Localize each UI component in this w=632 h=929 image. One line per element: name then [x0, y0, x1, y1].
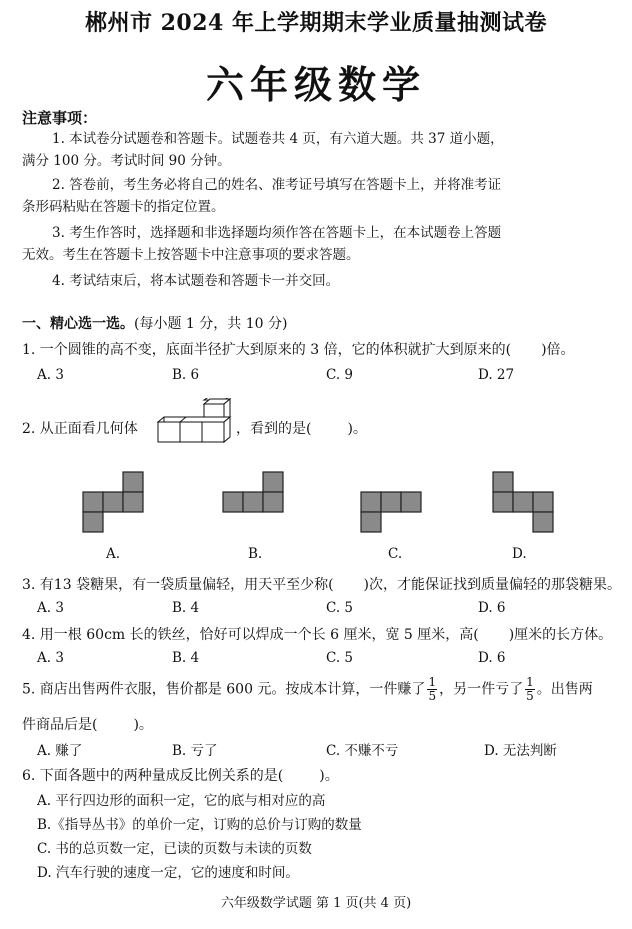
option-c: C. 书的总页数一定，已读的页数与未读的页数 — [37, 841, 312, 857]
note-line: 条形码粘贴在答题卡的指定位置。 — [22, 199, 225, 215]
note-line: 2. 答卷前，考生务必将自己的姓名、准考证号填写在答题卡上，并将准考证 — [52, 177, 502, 193]
section-title: 一、精心选一选。 — [22, 316, 134, 332]
question-1 — [22, 339, 575, 359]
question-text: 5. 商店出售两件衣服，售价都是 600 元。按成本计算，一件赚了 — [22, 681, 426, 698]
option-c: C. 5 — [326, 650, 354, 666]
section-score-note: (每小题 1 分，共 10 分) — [134, 316, 288, 332]
option-d-figure — [488, 470, 556, 536]
question-text: 4. 用一根 60cm 长的铁丝，恰好可以焊成一个长 6 厘米，宽 5 厘米，高( — [22, 627, 479, 643]
question-text: 6. 下面各题中的两种量成反比例关系的是( — [22, 768, 284, 784]
option-b: B. 6 — [172, 367, 200, 383]
exam-title: 郴州市 2024 年上学期期末学业质量抽测试卷 — [84, 10, 548, 36]
fraction: $\frac{1}{5}$ — [428, 675, 437, 703]
section-heading — [22, 313, 287, 333]
note-line: 无效。考生在答题卡上按答题卡中注意事项的要求答题。 — [22, 247, 360, 263]
option-d: D. 27 — [478, 367, 515, 383]
note-line: 1. 本试卷分试题卷和答题卡。试题卷共 4 页，有六道大题。共 37 道小题， — [52, 131, 504, 147]
option-c: C. 不赚不亏 — [326, 743, 399, 759]
option-c: C. 9 — [326, 367, 354, 383]
option-a: A. 平行四边形的面积一定，它的底与相对应的高 — [37, 793, 326, 809]
option-a: A. 3 — [37, 367, 64, 383]
option-b: B. 4 — [172, 650, 200, 666]
option-d-label: D. — [512, 546, 527, 562]
question-text: )厘米的长方体。 — [508, 627, 613, 643]
option-c-label: C. — [388, 546, 403, 562]
option-b: B. 亏了 — [172, 743, 218, 759]
fraction: $\frac{1}{5}$ — [526, 675, 534, 703]
option-a: A. 3 — [37, 650, 64, 666]
option-d: D. 无法判断 — [484, 743, 557, 759]
question-2 — [236, 418, 367, 438]
question-text: )倍。 — [541, 342, 575, 358]
question-text: )次，才能保证找到质量偏轻的那袋糖果。 — [363, 577, 622, 593]
exam-subject: 六年级数学 — [205, 62, 426, 107]
option-d: D. 汽车行驶的速度一定，它的速度和时间。 — [37, 865, 299, 881]
question-text: ，另一件亏了 — [439, 681, 524, 698]
solid-figure-image — [150, 398, 234, 444]
question-text: )。 — [319, 768, 339, 784]
question-6 — [22, 765, 339, 785]
question-5-line-2 — [22, 714, 153, 734]
option-a: A. 赚了 — [37, 743, 83, 759]
question-text: 1. 一个圆锥的高不变，底面半径扩大到原来的 3 倍，它的体积就扩大到原来的( — [22, 342, 512, 358]
page-footer: 六年级数学试题 第 1 页(共 4 页) — [220, 896, 412, 911]
option-b: B.《指导丛书》的单价一定，订购的总价与订购的数量 — [37, 817, 362, 833]
notes-heading: 注意事项： — [22, 109, 98, 127]
option-a-label: A. — [106, 546, 121, 562]
note-line: 4. 考试结束后，将本试题卷和答题卡一并交回。 — [52, 273, 340, 289]
question-2-text-a: 2. 从正面看几何体 — [22, 421, 138, 437]
question-text: )。 — [347, 421, 367, 437]
note-line: 满分 100 分。考试时间 90 分钟。 — [22, 153, 231, 169]
question-text: 。出售两 — [536, 681, 593, 698]
note-line: 3. 考生作答时，选择题和非选择题均须作答在答题卡上，在本试题卷上答题 — [52, 225, 502, 241]
option-c: C. 5 — [326, 600, 354, 616]
option-d: D. 6 — [478, 600, 506, 616]
option-b-label: B. — [248, 546, 263, 562]
question-text: )。 — [133, 717, 153, 733]
question-text: 3. 有13 袋糖果，有一袋质量偏轻，用天平至少称( — [22, 577, 334, 593]
question-5 — [22, 676, 593, 703]
question-text: ，看到的是( — [236, 421, 312, 437]
option-a-figure — [78, 470, 146, 536]
option-c-figure — [356, 470, 424, 536]
option-b-figure — [218, 470, 286, 536]
option-d: D. 6 — [478, 650, 506, 666]
question-3 — [22, 574, 621, 594]
option-b: B. 4 — [172, 600, 200, 616]
question-text: 件商品后是( — [22, 717, 98, 733]
question-4 — [22, 624, 612, 644]
option-a: A. 3 — [37, 600, 64, 616]
